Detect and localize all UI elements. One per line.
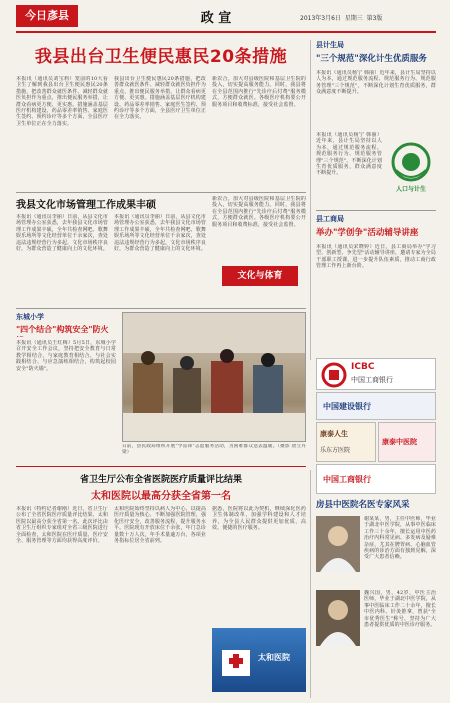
middle-column: 新农合。加大对县级医院和基层卫生院的投入，切实提高服务能力。同时，我县将在全县范围内推行"先诊疗后付费"服务模式，方便群众就医。各级医疗机构要公开服务项目和收费标准，接受社会监督。: [212, 196, 306, 228]
ad-icbc2-title: 中国工商银行: [323, 475, 371, 484]
masthead-rule: [16, 31, 436, 33]
hospital-ad-caption: 太和医院: [258, 653, 290, 662]
logo-caption: 人口与计生: [395, 186, 426, 193]
family-planning-logo: [386, 140, 436, 196]
health-headline: "三个规范"深化计生优质服务: [316, 54, 427, 64]
section-title: 政 宣: [200, 11, 232, 25]
masthead-logo: 今日彥县: [16, 5, 78, 27]
health-body-2: 本报讯（通讯员杨宁 韩丽）近年来，县计生局坚持以人为本，通过规范服务流程、规范服务行为、规范服务管理"三个规范"，不断深化计划生育优质服务，群众满意度不断提升。: [316, 132, 382, 177]
hospital-body-col2: 太和医院始终坚持以病人为中心，以提高医疗质量为核心，不断加强医院管理，强化医疗安全，改善服务流程，提升服务水平。医院现有开放床位千余张，年门急诊量数十万人次，年手术量逾万台，各项业务指标位居全省前列。: [114, 506, 206, 545]
hospital-headline-2: 太和医院以最高分获全省第一名: [91, 491, 231, 501]
trade-label: 县工商局: [316, 215, 344, 223]
school-article: [16, 312, 116, 462]
school-label: 东城小学: [16, 313, 44, 321]
lead-body-col1: 本报讯（通讯员刘宝莉）笼前的10大看卫生了解到我县出台卫生便民惠民20条措施，把改善群众就医条件、减轻群众就医负担作为重点，推出便民服务举措，让群众看病更方便、更实惠。措施涵盖基层医疗机构建设、药品零差率销售、家庭医生签约、预约诊疗等多个方面，全县医疗卫生单位正在全力落实。: [16, 76, 108, 127]
ad-kangtai-sub: 乐东方医院: [320, 447, 351, 454]
hospital-headline-1: 省卫生厅公布全省医院医疗质量评比结果: [79, 475, 242, 485]
lead-body-col3: 新农合。加大对县级医院和基层卫生院的投入，切实提高服务能力。同时，我县将在全县范围内推行"先诊疗后付费"服务模式，方便群众就医。各级医疗机构要公开服务项目和收费标准，接受社会监督。: [212, 76, 306, 108]
health-label: 县计生局: [316, 41, 344, 49]
hospital-ad[interactable]: [212, 628, 306, 692]
doctor-photo-2: [316, 590, 360, 646]
lead-headline: 我县出台卫生便民惠民20条措施: [34, 47, 288, 67]
doctor-body-2: 魏兴国，男，42岁，中医主治医师，毕业于湖北中医学院，从事中医临床工作二十余年，擅长中医内科、针灸推拿，曾获"全市优秀医生"称号，坚持为广大患者提供优质的中医诊疗服务。: [364, 590, 436, 629]
lead-article: [16, 40, 306, 190]
school-body: 本报讯（通讯员王红梅）5月5日，东城小学召开安全工作会议，坚持把安全教育与日常教学相结合、与家庭教育相结合、与社会实践相结合、与应急演练相结合，构筑起校园安全"防火墙"。: [16, 340, 116, 372]
ad-kangtai[interactable]: [316, 422, 376, 462]
ad-tcm-hospital[interactable]: [378, 422, 436, 462]
doctor-photo-1: [316, 516, 360, 572]
trade-article: [316, 214, 436, 354]
doctor-body-1: 谢某某，男，主任中医师，毕业于湖北中医学院，从事中医临床工作三十余年，擅长运用中医药治疗内科常见病、多发病及疑难杂症，尤其在脾胃病、心脑血管疾病的诊治方面有独到见解，深受广大患者信赖。: [364, 516, 436, 561]
culture-headline: 我县文化市场管理工作成果丰硕: [16, 200, 156, 210]
column-divider-2: [310, 470, 311, 698]
health-article: [316, 40, 436, 210]
doctor-article: [316, 498, 436, 698]
culture-article: [16, 196, 206, 304]
date-line: 2013年3月6日 星期三 第3版: [300, 15, 383, 22]
photo-caption: 日前，县民政局组织开展"学雷锋"志愿服务活动，为困难群众送去温暖。（摄影 唐立丹 梁）: [122, 444, 306, 456]
doctor-headline: 房县中医院名医专家风采: [316, 500, 410, 510]
ad-ccb[interactable]: [316, 392, 436, 420]
family-planning-icon: [386, 140, 436, 184]
ad-ccb-title: 中国建设银行: [323, 402, 371, 411]
ad-kangtai-title: 康泰人生: [320, 430, 348, 438]
divider-right-1: [316, 210, 436, 211]
hospital-body-col3: 据悉，医院将以此为契机，继续深化医药卫生体制改革，加强学科建设和人才培养，为全县人民群众提供更加优质、高效、便捷的医疗服务。: [212, 506, 306, 532]
culture-body-col1: 本报讯（通讯员李丽）日前，从县文化市场管理办公室获悉，去年我县文化市场管理工作成果丰硕，全年共检查网吧、歌舞娱乐场所等文化经营单位千余家次，查处违法违规经营行为多起，文化市场秩序良好，为群众营造了健康向上的文化环境。: [16, 214, 108, 253]
column-divider: [310, 40, 311, 360]
portrait-icon: [316, 516, 360, 572]
news-photo: [122, 312, 306, 442]
hospital-building-icon: [216, 640, 256, 680]
ad-icbc[interactable]: [316, 358, 436, 390]
health-body: 本报讯（通讯员杨宁 韩丽）近年来，县计生局坚持以人为本，通过规范服务流程、规范服务行为、规范服务管理"三个规范"，不断深化计划生育优质服务，群众满意度不断提升。: [316, 70, 436, 96]
divider-2: [16, 308, 306, 309]
divider-1: [16, 192, 306, 193]
lower-section-rule: [16, 466, 306, 467]
ad-tcm-title: 康泰中医院: [382, 438, 417, 446]
ad-icbc-sub: ICBC: [351, 362, 375, 372]
culture-stamp: 文化与体育: [222, 266, 298, 286]
trade-headline: 举办"学创争"活动辅导讲座: [316, 228, 419, 238]
trade-body: 本报讯（通讯员宋晓婷）近日，县工商局举办"学习型、创新型、争先型"活动辅导讲座，邀请专家为全局干部职工授课，进一步提升队伍素质，推动工商行政管理工作再上新台阶。: [316, 244, 436, 270]
photo-scene: [123, 313, 306, 442]
hospital-body-col1: 本报讯（特约记者谢刚）近日，省卫生厅公布了全省医院医疗质量评比结果，太和医院以最高分获全省第一名。此次评比由省卫生厅组织专家组对全省三级医院进行全面检查，太和医院在医疗质量、医疗安全、服务管理等方面均获得高度评价。: [16, 506, 108, 545]
portrait-icon: [316, 590, 360, 646]
hospital-article: [16, 470, 306, 698]
ad-icbc-2[interactable]: [316, 464, 436, 494]
culture-body-col2: 本报讯（通讯员李丽）日前，从县文化市场管理办公室获悉，去年我县文化市场管理工作成果丰硕，全年共检查网吧、歌舞娱乐场所等文化经营单位千余家次，查处违法违规经营行为多起，文化市场秩序良好，为群众营造了健康向上的文化环境。: [114, 214, 206, 253]
school-headline: "四个结合"构筑安全"防火: [16, 325, 109, 334]
ad-icbc-title: 中国工商银行: [351, 376, 393, 384]
lead-body-col2: 我县出台卫生便民惠民20条措施，把改善群众就医条件、减轻群众就医负担作为重点，推出便民服务举措，让群众看病更方便、更实惠。措施涵盖基层医疗机构建设、药品零差率销售、家庭医生签约、预约诊疗等多个方面，全县医疗卫生单位正在全力落实。: [114, 76, 206, 121]
icbc-logo-icon: [321, 362, 347, 388]
